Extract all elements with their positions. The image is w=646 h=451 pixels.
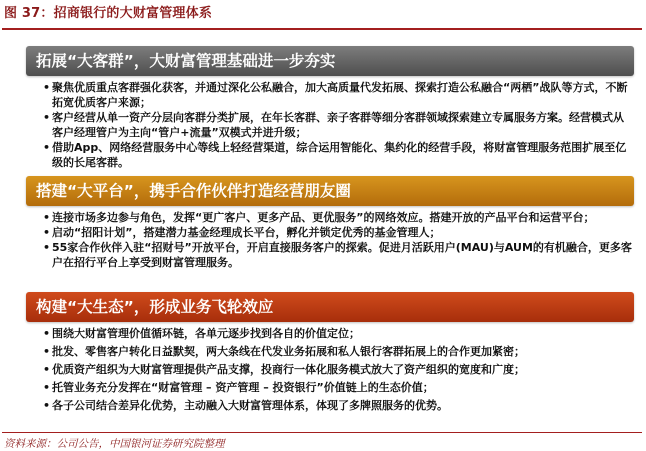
list-item: • 连接市场多边参与角色，发挥“更广客户、更多产品、更优服务”的网络效应。搭建开放的产品平台和运营平台；	[43, 211, 595, 224]
list-item: • 借助App、网络经营服务中心等线上轻经营渠道，综合运用智能化、集约化的经营手段，将财富管理服务范围扩展至亿级的长尾客群。	[43, 141, 627, 169]
bullet-icon: •	[43, 111, 51, 124]
list-item: • 批发、零售客户转化日益默契，两大条线在代发业务拓展和私人银行客群拓展上的合作更加紧密；	[43, 345, 525, 358]
section-header: 搭建“大平台”，携手合作伙伴打造经营朋友圈	[26, 176, 634, 206]
source-divider	[2, 432, 642, 433]
section-customer-base	[26, 46, 634, 170]
bullet-icon: •	[43, 211, 51, 224]
bullet-icon: •	[43, 226, 51, 239]
list-item: • 客户经营从单一资产分层向客群分类扩展，在年长客群、亲子客群等细分客群领域探索建立专属服务方案。经营模式从客户经理管户为主向“管户+流量”双模式并进升级；	[43, 111, 624, 139]
bullet-icon: •	[43, 363, 51, 376]
list-item: • 启动“招阳计划”，搭建潜力基金经理成长平台，孵化并锁定优秀的基金管理人；	[43, 226, 441, 239]
list-item: • 各子公司结合差异化优势，主动融入大财富管理体系，体现了多牌照服务的优势。	[43, 399, 448, 412]
title-divider	[2, 28, 642, 30]
bullet-list	[26, 80, 634, 170]
bullet-icon: •	[43, 141, 51, 154]
list-item: • 优质资产组织为大财富管理提供产品支撑，投商行一体化服务模式放大了资产组织的宽度和广度；	[43, 363, 525, 376]
list-item: • 围绕大财富管理价值循环链，各单元逐步找到各自的价值定位；	[43, 327, 360, 340]
bullet-list	[26, 326, 634, 413]
bullet-icon: •	[43, 399, 51, 412]
figure-title: 图 37：招商银行的大财富管理体系	[4, 6, 213, 21]
bullet-icon: •	[43, 381, 51, 394]
bullet-icon: •	[43, 327, 51, 340]
bullet-icon: •	[43, 241, 51, 254]
list-item: • 55家合作伙伴入驻“招财号”开放平台，开启直接服务客户的探索。促进月活跃用户(MAU)与AUM的有机融合，更多客户在招行平台上享受到财富管理服务。	[43, 241, 632, 269]
bullet-icon: •	[43, 345, 51, 358]
section-header: 构建“大生态”，形成业务飞轮效应	[26, 292, 634, 322]
section-header: 拓展“大客群”，大财富管理基础进一步夯实	[26, 46, 634, 76]
bullet-icon: •	[43, 81, 51, 94]
bullet-list	[26, 210, 634, 270]
list-item: • 聚焦优质重点客群强化获客，并通过深化公私融合，加大高质量代发拓展、探索打造公私融合“两栖”战队等方式，不断拓宽优质客户来源；	[43, 81, 628, 109]
list-item: • 托管业务充分发挥在“财富管理 – 资产管理 – 投资银行”价值链上的生态价值；	[43, 381, 434, 394]
source-note: 资料来源：公司公告，中国银河证券研究院整理	[4, 438, 225, 450]
section-platform	[26, 176, 634, 270]
section-ecosystem	[26, 292, 634, 413]
